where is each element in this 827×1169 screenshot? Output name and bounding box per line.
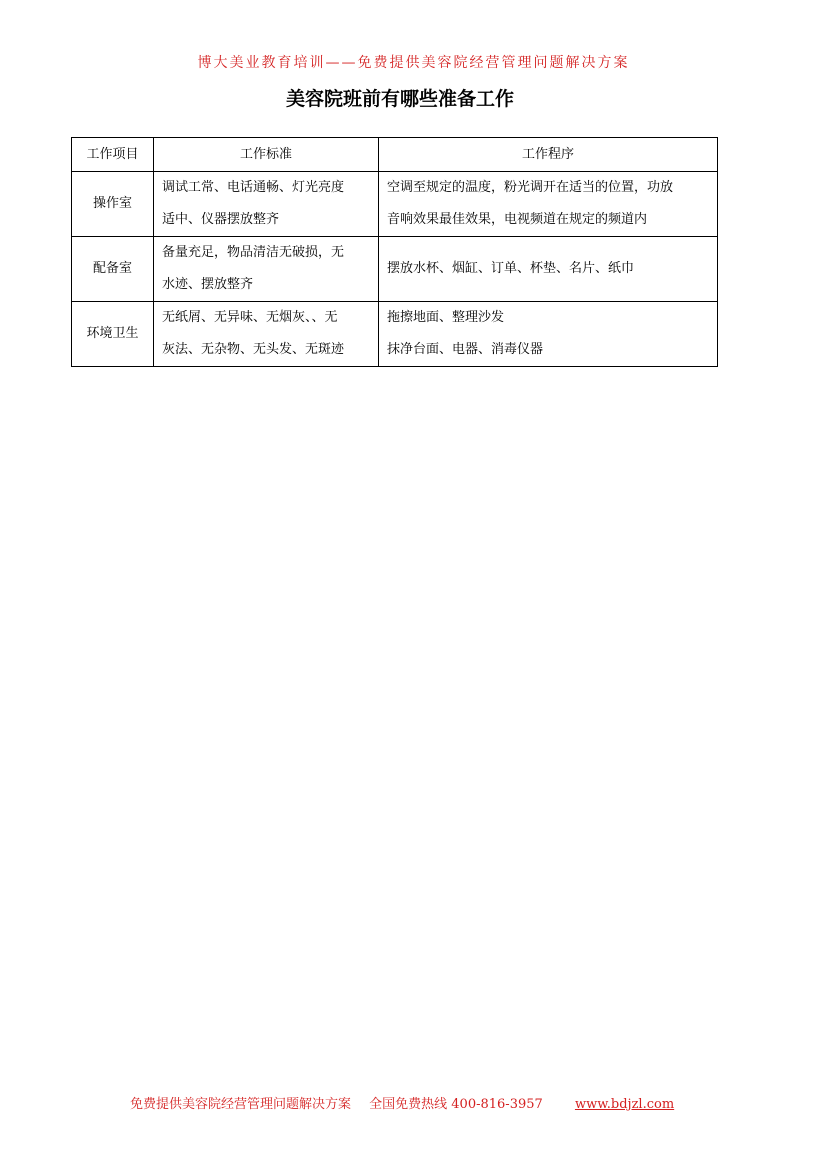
- row-item-label: 环境卫生: [72, 302, 154, 367]
- row-procedure: [379, 172, 718, 237]
- preparation-table: [71, 137, 718, 367]
- page-title: 美容院班前有哪些准备工作: [285, 88, 514, 110]
- procedure-line: 抹净台面、电器、消毒仪器: [387, 342, 544, 357]
- column-header-procedure: 工作程序: [379, 138, 718, 172]
- table-row: [72, 302, 718, 367]
- header-banner: 博大美业教育培训——免费提供美容院经营管理问题解决方案: [197, 55, 630, 71]
- procedure-line: 音响效果最佳效果，电视频道在规定的频道内: [387, 212, 648, 227]
- website-link[interactable]: www.bdjzl.com: [574, 1097, 675, 1112]
- standard-line: 水迹、摆放整齐: [162, 277, 254, 292]
- footer-slogan: 免费提供美容院经营管理问题解决方案: [130, 1097, 352, 1112]
- standard-line: 无纸屑、无异味、无烟灰、、无: [162, 310, 338, 325]
- footer-hotline: 全国免费热线 400-816-3957: [369, 1097, 543, 1112]
- row-item-label: 配备室: [72, 237, 154, 302]
- procedure-line: 拖擦地面、整理沙发: [387, 310, 505, 325]
- standard-line: 调试工常、电话通畅、灯光亮度: [162, 180, 345, 195]
- row-procedure: [379, 237, 718, 302]
- column-header-item: 工作项目: [72, 138, 154, 172]
- procedure-line: 摆放水杯、烟缸、订单、杯垫、名片、纸巾: [387, 261, 635, 276]
- row-standard: [154, 172, 379, 237]
- row-standard: [154, 302, 379, 367]
- footer-bar: [130, 1093, 674, 1112]
- row-item-label: 操作室: [72, 172, 154, 237]
- row-standard: [154, 237, 379, 302]
- standard-line: 备量充足，物品清洁无破损，无: [162, 245, 345, 260]
- table-header-row: [72, 138, 718, 172]
- table-row: [72, 172, 718, 237]
- standard-line: 适中、仪器摆放整齐: [162, 212, 280, 227]
- column-header-standard: 工作标准: [154, 138, 379, 172]
- standard-line: 灰法、无杂物、无头发、无斑迹: [162, 342, 345, 357]
- table-row: [72, 237, 718, 302]
- row-procedure: [379, 302, 718, 367]
- procedure-line: 空调至规定的温度，粉光调开在适当的位置，功放: [387, 180, 674, 195]
